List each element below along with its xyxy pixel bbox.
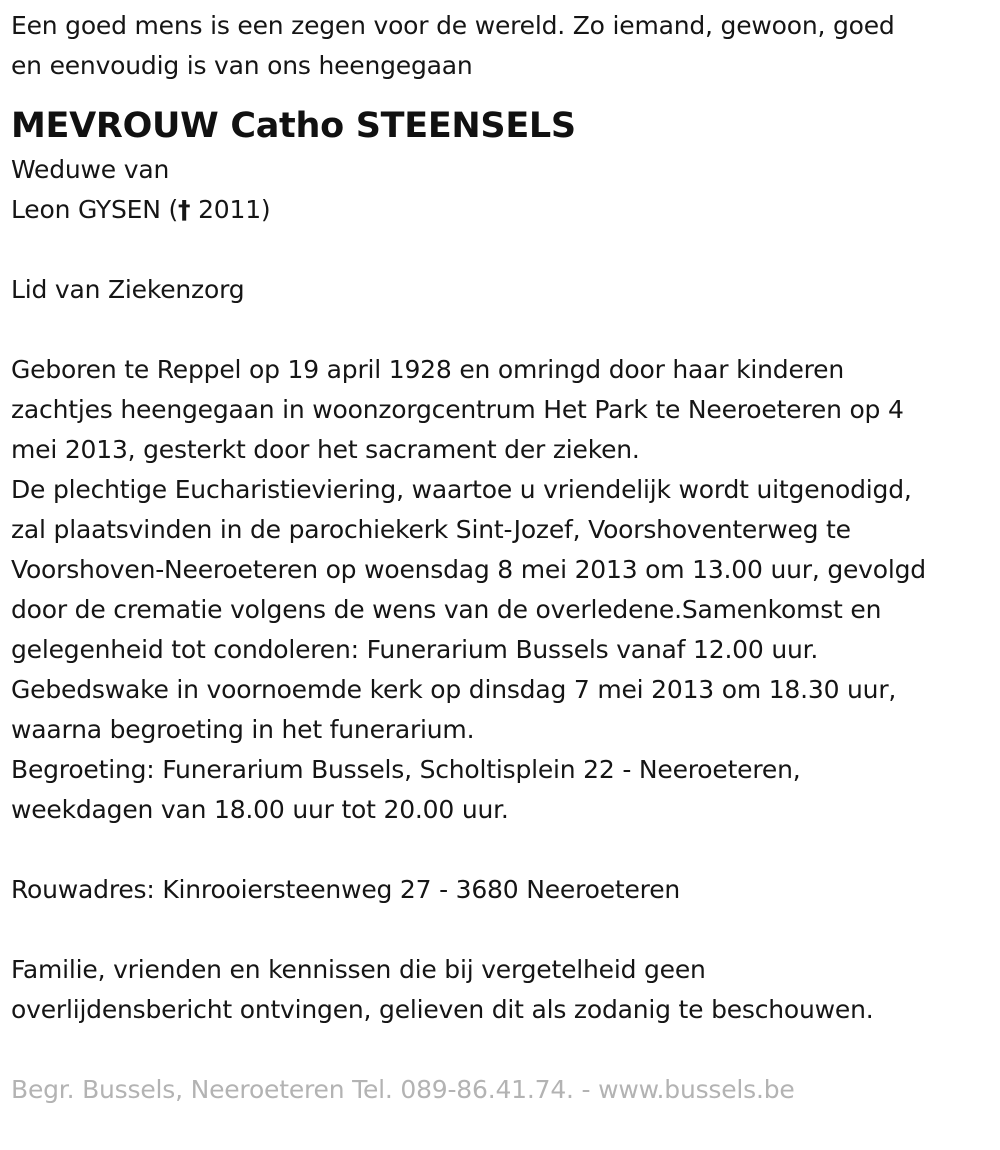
cross-icon: † <box>178 195 191 224</box>
details-line: gelegenheid tot condoleren: Funerarium Bussels vanaf 12.00 uur. <box>11 635 819 664</box>
notice-line-2: overlijdensbericht ontvingen, gelieven dit als zodanig te beschouwen. <box>11 995 874 1024</box>
intro-line-2: en eenvoudig is van ons heengegaan <box>11 51 473 80</box>
details-line: mei 2013, gesterkt door het sacrament der zieken. <box>11 435 640 464</box>
details-line: weekdagen van 18.00 uur tot 20.00 uur. <box>11 795 509 824</box>
spacer <box>11 1030 995 1070</box>
spacer <box>11 230 995 270</box>
details-line: zal plaatsvinden in de parochiekerk Sint-Jozef, Voorshoventerweg te <box>11 515 851 544</box>
death-notice <box>11 6 995 1110</box>
spouse-name: Leon GYSEN ( <box>11 195 179 224</box>
details-line: Begroeting: Funerarium Bussels, Scholtisplein 22 - Neeroeteren, <box>11 755 801 784</box>
intro-quote <box>11 6 995 86</box>
notice-line-1: Familie, vrienden en kennissen die bij vergetelheid geen <box>11 955 706 984</box>
spacer <box>11 830 995 870</box>
details-line: Gebedswake in voornoemde kerk op dinsdag 7 mei 2013 om 18.30 uur, <box>11 675 897 704</box>
widow-label: Weduwe van <box>11 155 170 184</box>
membership: Lid van Ziekenzorg <box>11 275 245 304</box>
spouse-line <box>11 190 995 230</box>
intro-line-1: Een goed mens is een zegen voor de wereld. Zo iemand, gewoon, goed <box>11 11 895 40</box>
details-line: Geboren te Reppel op 19 april 1928 en omringd door haar kinderen <box>11 355 844 384</box>
mourning-address: Rouwadres: Kinrooiersteenweg 27 - 3680 Neeroeteren <box>11 875 681 904</box>
funeral-home-footer: Begr. Bussels, Neeroeteren Tel. 089-86.41.74. - www.bussels.be <box>11 1075 795 1104</box>
details-line: De plechtige Eucharistieviering, waartoe u vriendelijk wordt uitgenodigd, <box>11 475 912 504</box>
notice-paragraph <box>11 950 995 1030</box>
details-line: waarna begroeting in het funerarium. <box>11 715 475 744</box>
deceased-name: MEVROUW Catho STEENSELS <box>11 106 576 146</box>
spacer <box>11 310 995 350</box>
details-line: Voorshoven-Neeroeteren op woensdag 8 mei 2013 om 13.00 uur, gevolgd <box>11 555 926 584</box>
spouse-year: 2011) <box>190 195 271 224</box>
details-paragraph <box>11 350 995 830</box>
spacer <box>11 910 995 950</box>
deceased-block <box>11 102 995 230</box>
details-line: zachtjes heengegaan in woonzorgcentrum Het Park te Neeroeteren op 4 <box>11 395 904 424</box>
details-line: door de crematie volgens de wens van de overledene.Samenkomst en <box>11 595 882 624</box>
